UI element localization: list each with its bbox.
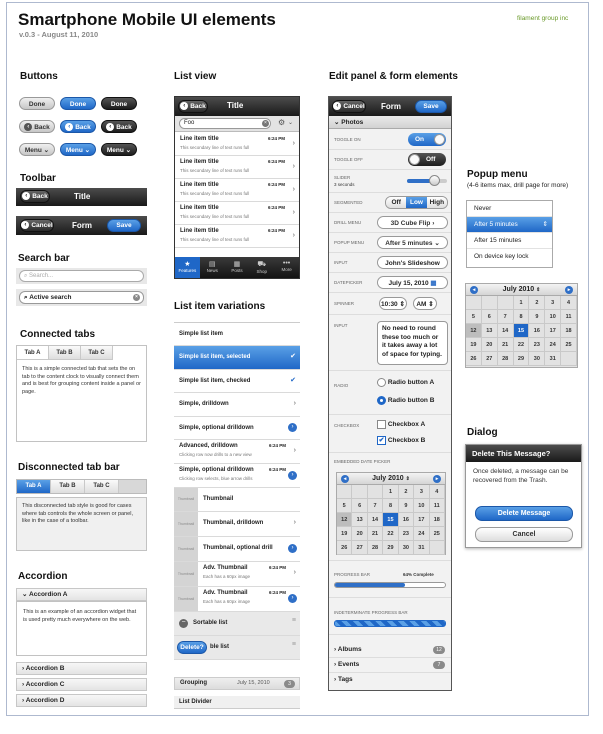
calendar-day[interactable]: 4	[430, 485, 445, 499]
toggle-off-row: TOGGLE OFF Off	[329, 150, 451, 170]
indeterminate-progress-bar	[334, 620, 446, 627]
calendar-day[interactable]: 16	[529, 324, 545, 338]
calendar-day[interactable]: 30	[399, 541, 414, 555]
list-item-advanced[interactable]: Advanced, drilldown Clicking row now drills to a new view 6:24 PM ›	[174, 440, 300, 464]
calendar-day[interactable]: 11	[430, 499, 445, 513]
thumbnail-image: Thumbnail	[174, 488, 198, 511]
toggle-on-row: TOGGLE ON On	[329, 130, 451, 150]
search-icon: ⌕	[24, 273, 28, 279]
calendar-day[interactable]: 27	[482, 352, 498, 366]
check-icon: ✔	[290, 353, 296, 360]
listview-phone	[174, 96, 300, 279]
toolbar-form	[16, 216, 147, 235]
chevron-right-icon: ›	[293, 400, 296, 407]
back-arrow-icon: ‹	[65, 123, 73, 131]
dialog-title: Delete This Message?	[466, 445, 581, 462]
chevron-right-icon: ›	[293, 447, 296, 454]
radio-b[interactable]: Radio button B	[377, 396, 434, 405]
chevron-down-icon: ⌄	[84, 147, 91, 154]
dialog-heading: Dialog	[467, 427, 498, 438]
embedded-calendar: ◂ July 2010 ⇕ ▸ 1 2 3 4 5 6 7 8 9 10 11 12 13 14 15 16 17 18 19 20 21 22 23 24 25 26 27 28 29 30 31	[336, 472, 446, 555]
gear-icon[interactable]: ⚙	[278, 118, 286, 127]
calendar-day[interactable]: 13	[482, 324, 498, 338]
list-item-simple[interactable]: Simple list item	[174, 323, 300, 346]
checkbox-row: CHECKBOX Checkbox A ✔ Checkbox B	[329, 415, 451, 453]
calendar-day[interactable]: 20	[482, 338, 498, 352]
toolbar-cancel-button[interactable]: ‹ Cancel	[20, 219, 54, 232]
form-phone	[328, 96, 452, 691]
calendar-day[interactable]: 28	[498, 352, 514, 366]
list-item-adv-thumb-optional[interactable]: Thumbnail Adv. Thumbnail Each has a 60px image 6:24 PM ›	[174, 587, 300, 612]
chevron-right-icon: ›	[22, 665, 25, 672]
back-arrow-icon: ‹	[24, 123, 32, 131]
form-toolbar: ‹ Cancel Form Save	[329, 97, 451, 116]
datepicker-row: DATEPICKER July 15, 2010 ▦	[329, 273, 451, 293]
tab-a[interactable]: Tab A	[17, 480, 51, 493]
next-month-icon[interactable]: ▸	[565, 286, 573, 294]
calendar-day	[466, 296, 482, 310]
calendar-grid[interactable]	[466, 296, 577, 366]
news-icon: ▤	[208, 261, 216, 268]
input-row: INPUT John's Slideshow	[329, 253, 451, 273]
accordion-a-header[interactable]: ⌄ Accordion A	[16, 588, 147, 601]
chevron-down-icon: ⌄	[125, 147, 132, 154]
list-item-advanced-optional[interactable]: Simple, optional drilldown Clicking row selects, blue arrow drills 6:24 PM ›	[174, 464, 300, 488]
toolbar-title-text: Title	[74, 192, 91, 201]
calendar-grid[interactable]	[337, 485, 445, 555]
list-item-selected[interactable]: Simple list item, selected ✔	[174, 346, 300, 370]
accordion-heading: Accordion	[18, 571, 68, 582]
done-button-gray[interactable]: Done	[19, 97, 55, 110]
list-item-delete[interactable]: Delete? ble list ≡	[174, 636, 300, 660]
calendar-day[interactable]: 18	[430, 513, 445, 527]
brand: filament group inc	[517, 15, 569, 22]
calendar-day[interactable]: 12	[337, 513, 352, 527]
tab-more[interactable]: ••• More	[274, 257, 299, 279]
embedded-picker-row: EMBEDDED DATE PICKER ◂ July 2010 ⇕ ▸ 1 2 3 4 5 6 7 8 9 10 11 12 13 14 15 16 17 18 19 20 21 22 23 24 25 26 27 28 29 30 31	[329, 453, 451, 561]
textarea-row: INPUT No need to round these too much or it takes away a lot of space for typing.	[329, 315, 451, 371]
list-item[interactable]: Line item title This secondary line of text runs full 6:24 PM ›	[175, 179, 299, 202]
slider-track[interactable]	[407, 179, 447, 183]
clear-icon[interactable]: ×	[262, 120, 269, 127]
check-icon: ✔	[378, 437, 385, 444]
segment-low[interactable]: Low	[406, 197, 426, 208]
popup-heading: Popup menu	[467, 169, 528, 180]
calendar-day[interactable]: 6	[352, 499, 367, 513]
calendar-day[interactable]: 24	[414, 527, 429, 541]
drill-arrow-icon: ›	[288, 544, 297, 553]
chevron-right-icon: ›	[293, 519, 296, 526]
calendar-day[interactable]: 2	[529, 296, 545, 310]
toolbar-save-button[interactable]: Save	[107, 219, 141, 232]
chevron-updown-icon: ⇕	[542, 221, 548, 228]
calendar-day[interactable]: 29	[514, 352, 530, 366]
chevron-right-icon: ›	[292, 140, 295, 147]
spinner-icon: ⇕	[399, 301, 405, 308]
calendar-day[interactable]: 10	[414, 499, 429, 513]
calendar-day[interactable]: 27	[352, 541, 367, 555]
calendar-day	[368, 485, 383, 499]
calendar-day[interactable]: 11	[561, 310, 577, 324]
accordion-a-content: This is an example of an accordion widget that is used pretty much everywhere on the web.	[16, 601, 147, 656]
calendar-day[interactable]: 21	[498, 338, 514, 352]
tab-b[interactable]: Tab B	[51, 480, 85, 493]
ampm-spinner[interactable]: AM ⇕	[413, 297, 437, 310]
popup-menu-row: POPUP MENU After 5 minutes ⌄	[329, 233, 451, 253]
calendar-day	[498, 296, 514, 310]
progress-bar	[334, 582, 446, 588]
popup-menu	[466, 200, 553, 268]
tab-b[interactable]: Tab B	[49, 346, 81, 359]
thumbnail-image: Thumbnail	[174, 587, 198, 611]
version: v.0.3 - August 11, 2010	[19, 30, 99, 39]
segment-high[interactable]: High	[427, 197, 447, 208]
count-badge: 12	[433, 646, 445, 654]
list-item-optional-drilldown[interactable]: Simple, optional drilldown ›	[174, 417, 300, 440]
calendar-day[interactable]: 25	[561, 338, 577, 352]
edit-heading: Edit panel & form elements	[329, 71, 458, 82]
variations-heading: List item variations	[174, 301, 266, 312]
radio-a[interactable]: Radio button A	[377, 378, 434, 387]
search-bar-active	[16, 289, 147, 306]
list-item-checked[interactable]: Simple list item, checked ✔	[174, 370, 300, 393]
grouping-header: Grouping July 15, 2010 3	[174, 677, 300, 690]
accordion-d-header[interactable]: › Accordion D	[16, 694, 147, 707]
popup-item-5min[interactable]: After 5 minutes ⇕	[467, 217, 552, 233]
calendar-day[interactable]: 6	[482, 310, 498, 324]
drill-arrow-icon: ›	[288, 594, 297, 603]
page-title: Smartphone Mobile UI elements	[18, 10, 276, 29]
buttons-heading: Buttons	[20, 71, 58, 82]
calendar-day[interactable]: 15	[514, 324, 530, 338]
prev-month-icon[interactable]: ◂	[341, 475, 349, 483]
calendar-day[interactable]: 28	[368, 541, 383, 555]
calendar-day[interactable]: 5	[466, 310, 482, 324]
chevron-right-icon: ›	[22, 697, 25, 704]
count-badge: 3	[284, 680, 295, 688]
calendar-day[interactable]: 20	[352, 527, 367, 541]
calendar-day[interactable]: 8	[383, 499, 398, 513]
text-input[interactable]: John's Slideshow	[377, 256, 448, 269]
chevron-updown-icon: ⇕	[405, 476, 410, 482]
listview-title: Title	[227, 101, 244, 110]
menu-button-blue[interactable]: Menu ⌄	[60, 143, 96, 156]
popup-menu-select[interactable]: After 5 minutes ⌄	[377, 236, 448, 249]
calendar-day	[337, 485, 352, 499]
toggle-off[interactable]: Off	[408, 153, 446, 166]
form-cancel-button[interactable]: ‹ Cancel	[332, 100, 366, 113]
sheet	[6, 2, 589, 716]
calendar-day	[352, 485, 367, 499]
more-icon: •••	[282, 260, 291, 267]
calendar-day[interactable]: 3	[414, 485, 429, 499]
time-spinner[interactable]: 10:30 ⇕	[379, 297, 407, 310]
calendar-day[interactable]: 9	[399, 499, 414, 513]
cart-icon: ⛟	[257, 261, 267, 268]
thumbnail-image: Thumbnail	[174, 537, 198, 561]
search-input-empty[interactable]: ⌕ Search...	[19, 270, 144, 282]
events-row[interactable]: › Events 7	[329, 658, 451, 673]
segmented-row: SEGMENTED Off Low High	[329, 193, 451, 213]
tab-shop[interactable]: ⛟ Shop	[249, 257, 274, 279]
chevron-right-icon: ›	[293, 569, 296, 576]
radio-row: RADIO Radio button A Radio button B	[329, 371, 451, 415]
list-item[interactable]: Line item title This secondary line of text runs full 6:24 PM ›	[175, 202, 299, 225]
albums-row[interactable]: › Albums 12	[329, 643, 451, 658]
connected-tab-content: This is a simple connected tab that sets the on tab to the content clock to visually connect them and is best for grouping content inside a panel or page.	[22, 366, 141, 395]
calendar-day[interactable]: 13	[352, 513, 367, 527]
calendar-icon: ▦	[430, 280, 437, 287]
photos-section-header[interactable]: ⌄ Photos	[329, 116, 451, 129]
chevron-right-icon: ›	[334, 676, 337, 683]
calendar-day[interactable]: 12	[466, 324, 482, 338]
calendar-day[interactable]: 17	[545, 324, 561, 338]
disconnected-tab-bar	[16, 479, 147, 494]
back-button-gray[interactable]: ‹ Back	[19, 120, 55, 133]
back-button-blue[interactable]: ‹ Back	[60, 120, 96, 133]
back-button-black[interactable]: ‹ Back	[101, 120, 137, 133]
thumbnail-image: Thumbnail	[174, 562, 198, 586]
chevron-right-icon: ›	[334, 646, 337, 653]
delete-button[interactable]: Delete?	[177, 641, 207, 654]
toolbar-heading: Toolbar	[20, 173, 56, 184]
list-item-adv-thumb[interactable]: Thumbnail Adv. Thumbnail Each has a 60px image 6:24 PM ›	[174, 562, 300, 587]
listview-search-bar	[175, 116, 299, 132]
chevron-down-icon: ⌄	[22, 591, 28, 598]
toolbar-form-title: Form	[72, 221, 92, 230]
date-input[interactable]: July 15, 2010 ▦	[377, 276, 448, 289]
calendar-day[interactable]: 7	[498, 310, 514, 324]
list-item-thumb[interactable]: Thumbnail Thumbnail	[174, 488, 300, 512]
dialog-cancel-button[interactable]: Cancel	[475, 527, 573, 542]
drag-handle-icon: ≡	[291, 617, 296, 624]
calendar-day[interactable]: 21	[368, 527, 383, 541]
listview-heading: List view	[174, 71, 217, 82]
calendar-day[interactable]: 31	[414, 541, 429, 555]
calendar-day[interactable]: 18	[561, 324, 577, 338]
posts-icon: ▦	[233, 261, 241, 268]
accordion-c-header[interactable]: › Accordion C	[16, 678, 147, 691]
list-item-sortable[interactable]: − Sortable list ≡	[174, 612, 300, 636]
calendar-day[interactable]: 8	[514, 310, 530, 324]
popup-note: (4-6 items max, drill page for more)	[467, 182, 569, 189]
checkbox-b[interactable]: ✔ Checkbox B	[378, 437, 426, 445]
slider-handle[interactable]	[429, 175, 440, 186]
tab-news[interactable]: ▤ News	[200, 257, 225, 279]
calendar-day[interactable]: 1	[383, 485, 398, 499]
chevron-right-icon: ›	[292, 232, 295, 239]
calendar-day[interactable]: 7	[368, 499, 383, 513]
segmented-control	[385, 196, 448, 209]
tab-bar	[175, 257, 299, 279]
list-item[interactable]: Line item title This secondary line of text runs full 6:24 PM ›	[175, 225, 299, 248]
connected-heading: Connected tabs	[20, 329, 96, 340]
drill-arrow-icon: ›	[288, 423, 297, 432]
chevron-right-icon: ›	[432, 220, 435, 227]
toolbar-back-button[interactable]: ‹ Back	[20, 190, 50, 203]
calendar-day[interactable]: 3	[545, 296, 561, 310]
calendar-day	[561, 352, 577, 366]
chevron-right-icon: ›	[292, 186, 295, 193]
calendar-day[interactable]: 23	[399, 527, 414, 541]
check-icon: ✔	[290, 377, 296, 384]
search-heading: Search bar	[18, 253, 70, 264]
calendar-day[interactable]: 26	[466, 352, 482, 366]
calendar-day[interactable]: 10	[545, 310, 561, 324]
calendar-day	[482, 296, 498, 310]
list-item-thumb-drill[interactable]: Thumbnail Thumbnail, drilldown ›	[174, 512, 300, 537]
list-item-thumb-optional[interactable]: Thumbnail Thumbnail, optional drill ›	[174, 537, 300, 562]
dialog	[465, 444, 582, 548]
clear-icon[interactable]: ×	[133, 294, 140, 301]
accordion-b-header[interactable]: › Accordion B	[16, 662, 147, 675]
calendar-day[interactable]: 19	[337, 527, 352, 541]
calendar-day[interactable]: 25	[430, 527, 445, 541]
calendar-day[interactable]: 1	[514, 296, 530, 310]
menu-button-gray[interactable]: Menu ⌄	[19, 143, 55, 156]
chevron-down-icon: ⌄	[434, 240, 440, 247]
calendar-day[interactable]: 26	[337, 541, 352, 555]
calendar-day	[430, 541, 445, 555]
chevron-down-icon: ⌄	[334, 119, 340, 126]
popup-item-15min[interactable]: After 15 minutes	[467, 233, 552, 249]
listview-search-input[interactable]: Foo	[179, 118, 271, 129]
calendar-day[interactable]: 4	[561, 296, 577, 310]
toggle-on[interactable]: On	[408, 133, 446, 146]
list-divider: List Divider	[174, 696, 300, 709]
drill-menu-row: DRILL MENU 3D Cube Flip ›	[329, 213, 451, 233]
drill-arrow-icon: ›	[288, 471, 297, 480]
textarea[interactable]: No need to round these too much or it takes away a lot of space for typing.	[377, 321, 448, 365]
popup-item-never[interactable]: Never	[467, 201, 552, 217]
disconnected-content: This disconnected tab style is good for cases where tab controls the whole screen or panel, like in the case of a toolbar.	[16, 497, 147, 551]
spinner-icon: ⇕	[428, 301, 434, 308]
toolbar-title	[16, 188, 147, 206]
calendar-day[interactable]: 30	[529, 352, 545, 366]
tab-posts[interactable]: ▦ Posts	[225, 257, 250, 279]
chevron-right-icon: ›	[22, 681, 25, 688]
tags-row[interactable]: › Tags	[334, 676, 353, 683]
tab-c[interactable]: Tab C	[85, 480, 119, 493]
indeterminate-row: INDETERMINATE PROGRESS BAR	[329, 598, 451, 635]
listview-header	[175, 97, 299, 116]
slider-row: SLIDER 3 seconds	[329, 170, 451, 193]
calendar-day[interactable]: 16	[399, 513, 414, 527]
star-icon: ★	[184, 261, 191, 268]
disconnected-heading: Disconnected tab bar	[18, 462, 120, 473]
spinner-row: SPINNER 10:30 ⇕ AM ⇕	[329, 293, 451, 315]
progress-row: PROGRESS BAR 64% Complete	[329, 561, 451, 598]
calendar-day[interactable]: 17	[414, 513, 429, 527]
calendar-day[interactable]: 2	[399, 485, 414, 499]
calendar-day[interactable]: 29	[383, 541, 398, 555]
form-save-button[interactable]: Save	[415, 100, 447, 113]
drill-menu-select[interactable]: 3D Cube Flip ›	[377, 216, 448, 229]
connected-tabs-panel	[16, 345, 147, 442]
calendar-day[interactable]: 5	[337, 499, 352, 513]
list-item[interactable]: Line item title This secondary line of text runs full 6:24 PM ›	[175, 133, 299, 156]
listview-back-button[interactable]: ‹ Back	[178, 100, 208, 113]
popup-item-keylock[interactable]: On device key lock	[474, 253, 529, 260]
search-icon: ⌕	[24, 294, 28, 301]
drag-handle-icon: ≡	[291, 641, 296, 648]
calendar-day[interactable]: 22	[383, 527, 398, 541]
search-input-active[interactable]: ⌕ Active search ×	[19, 291, 144, 304]
calendar-day[interactable]: 9	[529, 310, 545, 324]
calendar-day[interactable]: 15	[383, 513, 398, 527]
list-item-drilldown[interactable]: Simple, drilldown ›	[174, 393, 300, 417]
calendar-day[interactable]: 14	[368, 513, 383, 527]
connected-tab-bar	[17, 346, 113, 360]
calendar-day[interactable]: 19	[466, 338, 482, 352]
back-arrow-icon: ‹	[106, 123, 114, 131]
tab-c[interactable]: Tab C	[81, 346, 113, 359]
calendar-day[interactable]: 14	[498, 324, 514, 338]
thumbnail-image: Thumbnail	[174, 512, 198, 536]
menu-button-black[interactable]: Menu ⌄	[101, 143, 137, 156]
calendar-day[interactable]: 22	[514, 338, 530, 352]
checkbox-a[interactable]: Checkbox A	[377, 420, 425, 429]
tab-a[interactable]: Tab A	[17, 346, 49, 359]
list-item[interactable]: Line item title This secondary line of text runs full 6:24 PM ›	[175, 156, 299, 179]
variations-list	[174, 322, 300, 662]
chevron-down-icon: ⌄	[43, 147, 50, 154]
chevron-right-icon: ›	[292, 163, 295, 170]
chevron-right-icon: ›	[334, 661, 337, 668]
chevron-updown-icon: ⇕	[536, 287, 541, 293]
done-button-black[interactable]: Done	[101, 97, 137, 110]
delete-message-button[interactable]: Delete Message	[475, 506, 573, 521]
chevron-down-icon[interactable]: ⌄	[288, 120, 294, 126]
search-bar-empty	[16, 268, 147, 284]
count-badge: 7	[433, 661, 445, 669]
calendar-day[interactable]: 31	[545, 352, 561, 366]
done-button-blue[interactable]: Done	[60, 97, 96, 110]
chevron-right-icon: ›	[292, 209, 295, 216]
next-month-icon[interactable]: ▸	[433, 475, 441, 483]
dialog-text: Once deleted, a message can be recovered from the Trash.	[473, 468, 569, 484]
tab-features[interactable]: ★ Features	[175, 257, 200, 279]
minus-icon: −	[179, 619, 188, 628]
calendar-day[interactable]: 24	[545, 338, 561, 352]
datepicker-calendar: ◂ July 2010 ⇕ ▸ 1 2 3 4 5 6 7 8 9 10 11 12 13 14 15 16 17 18 19 20 21 22 23 24 25 26 27 28 29 30 31	[465, 283, 578, 368]
prev-month-icon[interactable]: ◂	[470, 286, 478, 294]
segment-off[interactable]: Off	[386, 197, 406, 208]
calendar-day[interactable]: 23	[529, 338, 545, 352]
